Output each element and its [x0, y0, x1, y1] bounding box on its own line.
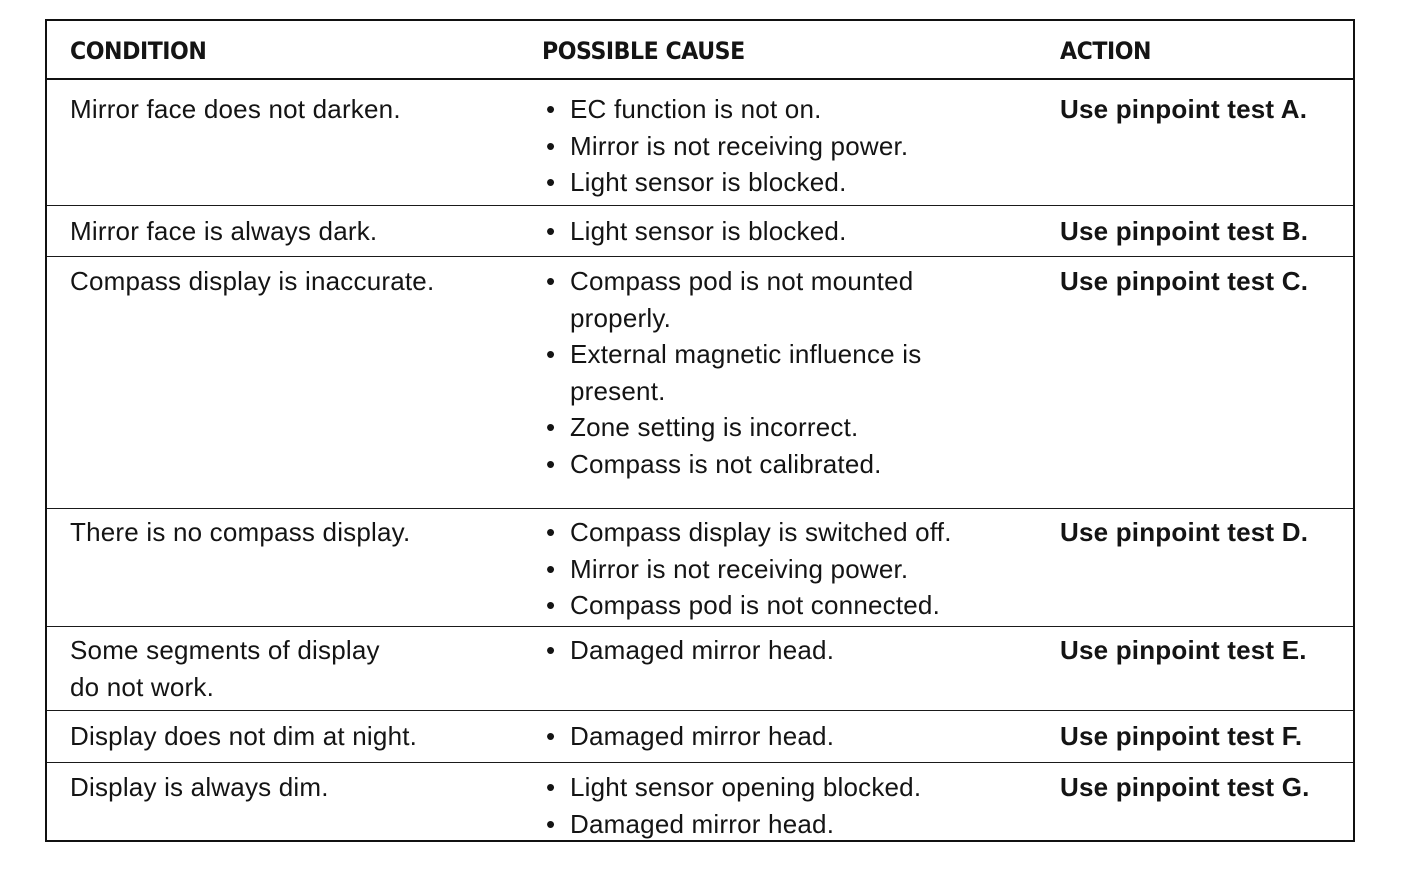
cause-text: Light sensor is blocked.	[570, 216, 847, 246]
action-cell: Use pinpoint test D.	[1060, 517, 1309, 547]
table-row	[47, 509, 1353, 627]
cause-text: Damaged mirror head.	[570, 721, 835, 751]
table-row	[47, 627, 1353, 711]
header-condition: CONDITION	[70, 37, 207, 65]
table-row	[47, 206, 1353, 257]
bullet: •	[546, 94, 556, 124]
bullet: •	[546, 130, 556, 161]
bullet: •	[546, 772, 556, 802]
condition-cell: There is no compass display.	[70, 517, 411, 547]
bullet: •	[546, 721, 556, 751]
diagnosis-table	[45, 19, 1355, 842]
action-cell: Use pinpoint test F.	[1060, 721, 1303, 751]
condition-cell: Display does not dim at night.	[70, 721, 418, 751]
bullet: •	[546, 448, 556, 479]
cause-item	[542, 91, 1032, 128]
condition-cell: Some segments of display do not work.	[70, 635, 380, 702]
action-cell: Use pinpoint test E.	[1060, 635, 1307, 665]
table-row	[47, 763, 1353, 840]
cause-list	[542, 91, 1032, 201]
cause-list	[542, 632, 1032, 669]
cause-item	[542, 263, 962, 336]
cause-text: Compass display is switched off.	[570, 517, 952, 547]
cause-cell	[542, 206, 1032, 250]
cause-item	[542, 769, 1032, 806]
cause-cell	[542, 509, 1032, 624]
action-cell: Use pinpoint test G.	[1060, 772, 1310, 802]
cause-list	[542, 213, 1032, 250]
cause-cell	[542, 257, 962, 482]
bullet: •	[546, 553, 556, 584]
action-cell: Use pinpoint test B.	[1060, 216, 1309, 246]
cause-text: Mirror is not receiving power.	[570, 553, 909, 584]
cause-item	[542, 632, 1032, 669]
cause-cell	[542, 763, 1032, 842]
bullet: •	[546, 216, 556, 246]
cause-item	[542, 806, 1032, 843]
condition-cell: Mirror face is always dark.	[70, 216, 378, 246]
cause-text: Light sensor opening blocked.	[570, 772, 922, 802]
condition-cell: Mirror face does not darken.	[70, 94, 401, 124]
cause-text: Light sensor is blocked.	[570, 167, 847, 197]
cause-text: Compass pod is not mounted properly.	[570, 266, 914, 333]
cause-cell	[542, 627, 1032, 669]
cause-list	[542, 514, 1032, 624]
cause-list	[542, 769, 1032, 842]
condition-cell: Display is always dim.	[70, 772, 329, 802]
cause-item	[542, 587, 1032, 624]
cause-text: Mirror is not receiving power.	[570, 130, 909, 161]
cause-item	[542, 718, 1032, 755]
bullet: •	[546, 635, 556, 665]
cause-list	[542, 718, 1032, 755]
action-cell: Use pinpoint test A.	[1060, 94, 1308, 124]
cause-list	[542, 263, 962, 482]
table-row	[47, 711, 1353, 763]
header-possible-cause: POSSIBLE CAUSE	[542, 37, 745, 65]
cause-item	[542, 409, 962, 446]
cause-text: Compass is not calibrated.	[570, 448, 882, 479]
cause-text: Damaged mirror head.	[570, 635, 835, 665]
cause-item	[542, 213, 1032, 250]
cause-text: External magnetic influence is present.	[570, 339, 922, 406]
bullet: •	[546, 167, 556, 197]
cause-item	[542, 164, 1032, 201]
cause-item	[542, 551, 1032, 588]
bullet: •	[546, 590, 556, 620]
table-row	[47, 257, 1353, 509]
bullet: •	[546, 339, 556, 369]
table-header-row	[47, 21, 1353, 80]
cause-item	[542, 128, 1032, 165]
cause-text: Compass pod is not connected.	[570, 590, 941, 620]
cause-item	[542, 514, 1032, 551]
condition-cell: Compass display is inaccurate.	[70, 266, 435, 296]
header-action: ACTION	[1060, 37, 1152, 65]
cause-text: Damaged mirror head.	[570, 808, 835, 839]
cause-item	[542, 446, 962, 483]
bullet: •	[546, 517, 556, 547]
action-cell: Use pinpoint test C.	[1060, 266, 1309, 296]
cause-item	[542, 336, 962, 409]
bullet: •	[546, 266, 556, 296]
cause-text: EC function is not on.	[570, 94, 822, 124]
table-row	[47, 80, 1353, 206]
cause-cell	[542, 80, 1032, 201]
cause-text: Zone setting is incorrect.	[570, 412, 859, 442]
cause-cell	[542, 711, 1032, 755]
bullet: •	[546, 412, 556, 442]
bullet: •	[546, 808, 556, 839]
